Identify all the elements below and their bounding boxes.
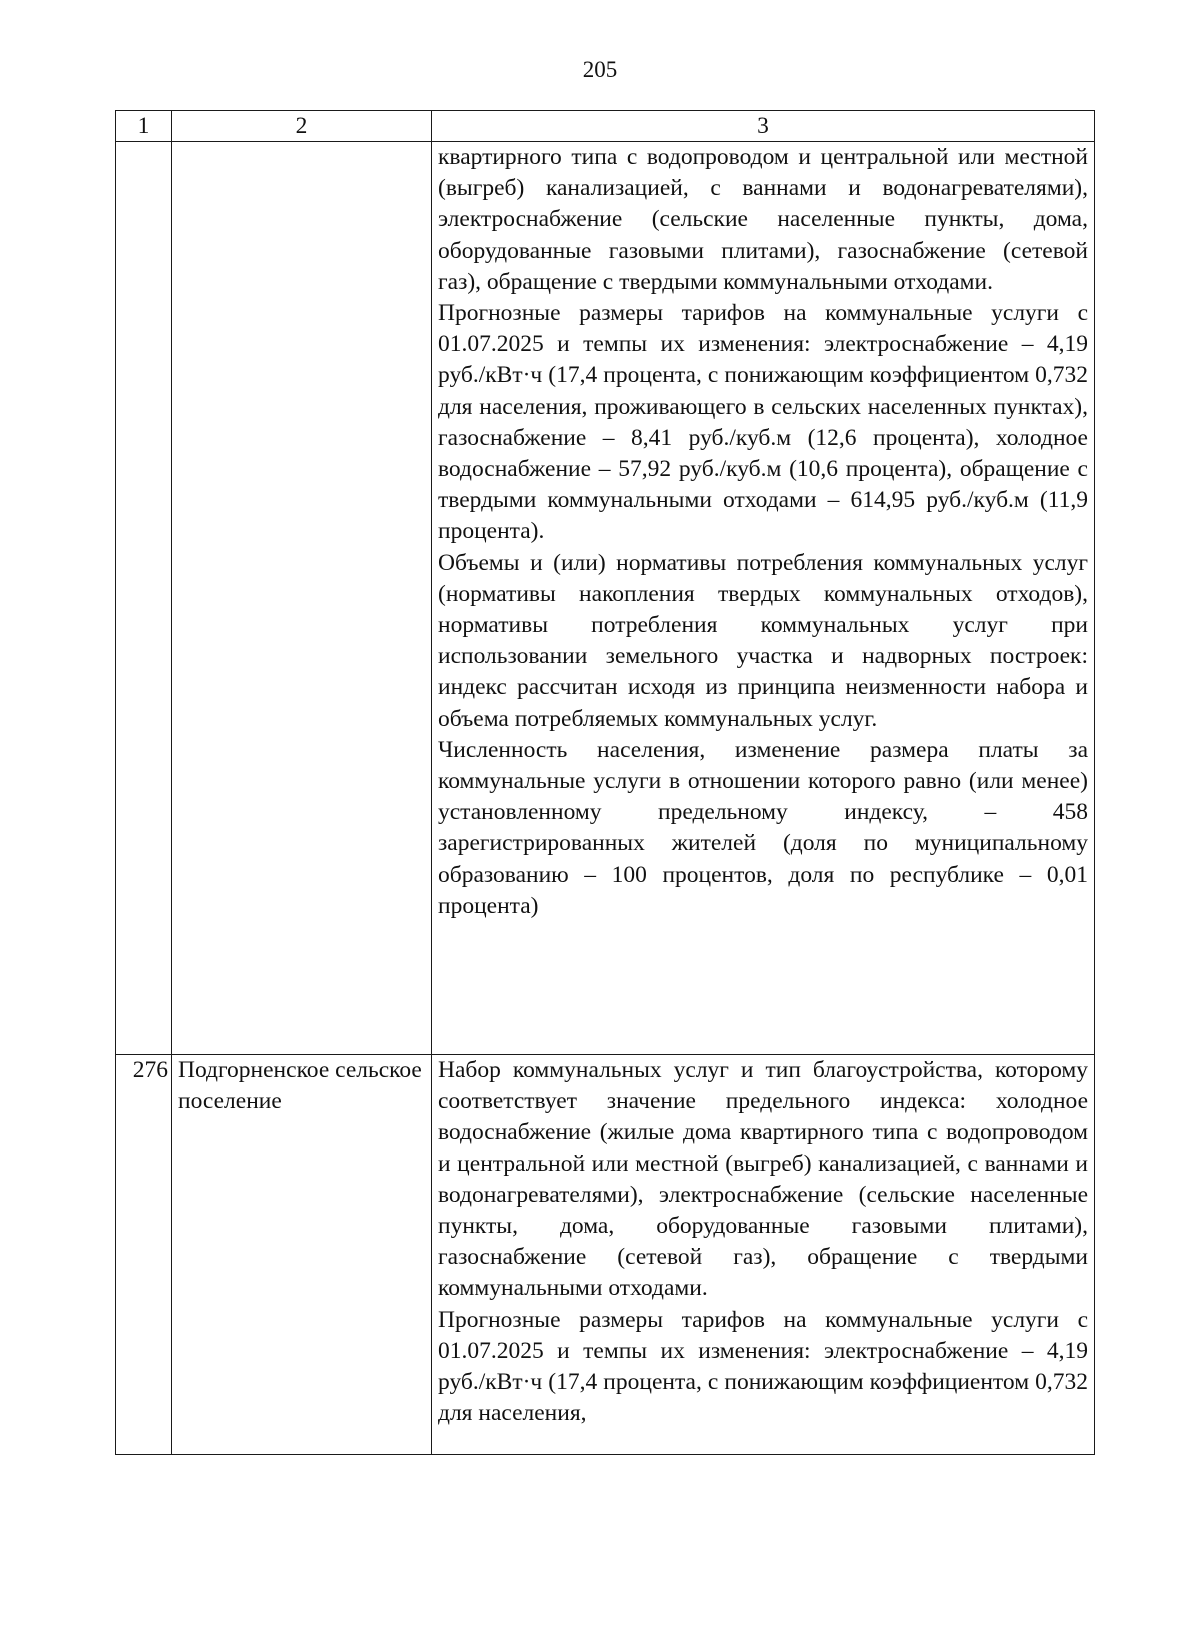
row-number: 276 xyxy=(132,1057,168,1083)
settlement-name: Подгорненское сельское поселение xyxy=(178,1057,422,1115)
column-header-3: 3 xyxy=(432,111,1095,142)
description-paragraph: Прогнозные размеры тарифов на коммунальные услуги с 01.07.2025 и темпы их изменения: электроснабжение – 4,19 руб./кВт·ч (17,4 процента, с понижающим коэффициентом 0,732 для населения, проживающего в сельских населенных пунктах), газоснабжение – 8,41 руб./куб.м (12,6 процента), холодное водоснабжение – 57,92 руб./куб.м (10,6 процента), обращение с твердыми коммунальными отходами – 614,95 руб./куб.м (11,9 процента). xyxy=(438,300,1088,545)
description-paragraph: Набор коммунальных услуг и тип благоустройства, которому соответствует значение предельного индекса: холодное водоснабжение (жилые дома квартирного типа с водопроводом и центральной или местной (выгреб) канализацией, с ваннами и водонагревателями), электроснабжение (сельские населенные пункты, дома, оборудованные газовыми плитами), газоснабжение (сетевой газ), обращение с твердыми коммунальными отходами. xyxy=(438,1057,1088,1302)
settlement-name-cell xyxy=(172,1055,432,1455)
description-paragraph: квартирного типа с водопроводом и центральной или местной (выгреб) канализацией, с ваннами и водонагревателями), электроснабжение (сельские населенные пункты, дома, оборудованные газовыми плитами), газоснабжение (сетевой газ), обращение с твердыми коммунальными отходами. xyxy=(438,144,1088,295)
column-header-2: 2 xyxy=(172,111,432,142)
tariff-table xyxy=(115,110,1095,1455)
description-paragraph: Численность населения, изменение размера платы за коммунальные услуги в отношении которого равно (или менее) установленному предельному индексу, – 458 зарегистрированных жителей (доля по муниципальному образованию – 100 процентов, доля по республике – 0,01 процента) xyxy=(438,736,1088,919)
row-number-cell xyxy=(116,142,172,1055)
description-paragraph: Прогнозные размеры тарифов на коммунальные услуги с 01.07.2025 и темпы их изменения: электроснабжение – 4,19 руб./кВт·ч (17,4 процента, с понижающим коэффициентом 0,732 для населения, xyxy=(438,1306,1088,1427)
page-number: 205 xyxy=(582,57,618,82)
row-number-cell xyxy=(116,1055,172,1455)
settlement-name-cell xyxy=(172,142,432,1055)
description-cell xyxy=(432,1055,1095,1455)
description-paragraph: Объемы и (или) нормативы потребления коммунальных услуг (нормативы накопления твердых коммунальных отходов), нормативы потребления коммунальных услуг при использовании земельного участка и надворных построек: индекс рассчитан исходя из принципа неизменности набора и объема потребляемых коммунальных услуг. xyxy=(438,549,1088,732)
table-header-row xyxy=(116,111,1095,142)
column-header-1: 1 xyxy=(116,111,172,142)
table-row xyxy=(116,1055,1095,1455)
table-row xyxy=(116,142,1095,1055)
description-cell xyxy=(432,142,1095,1055)
